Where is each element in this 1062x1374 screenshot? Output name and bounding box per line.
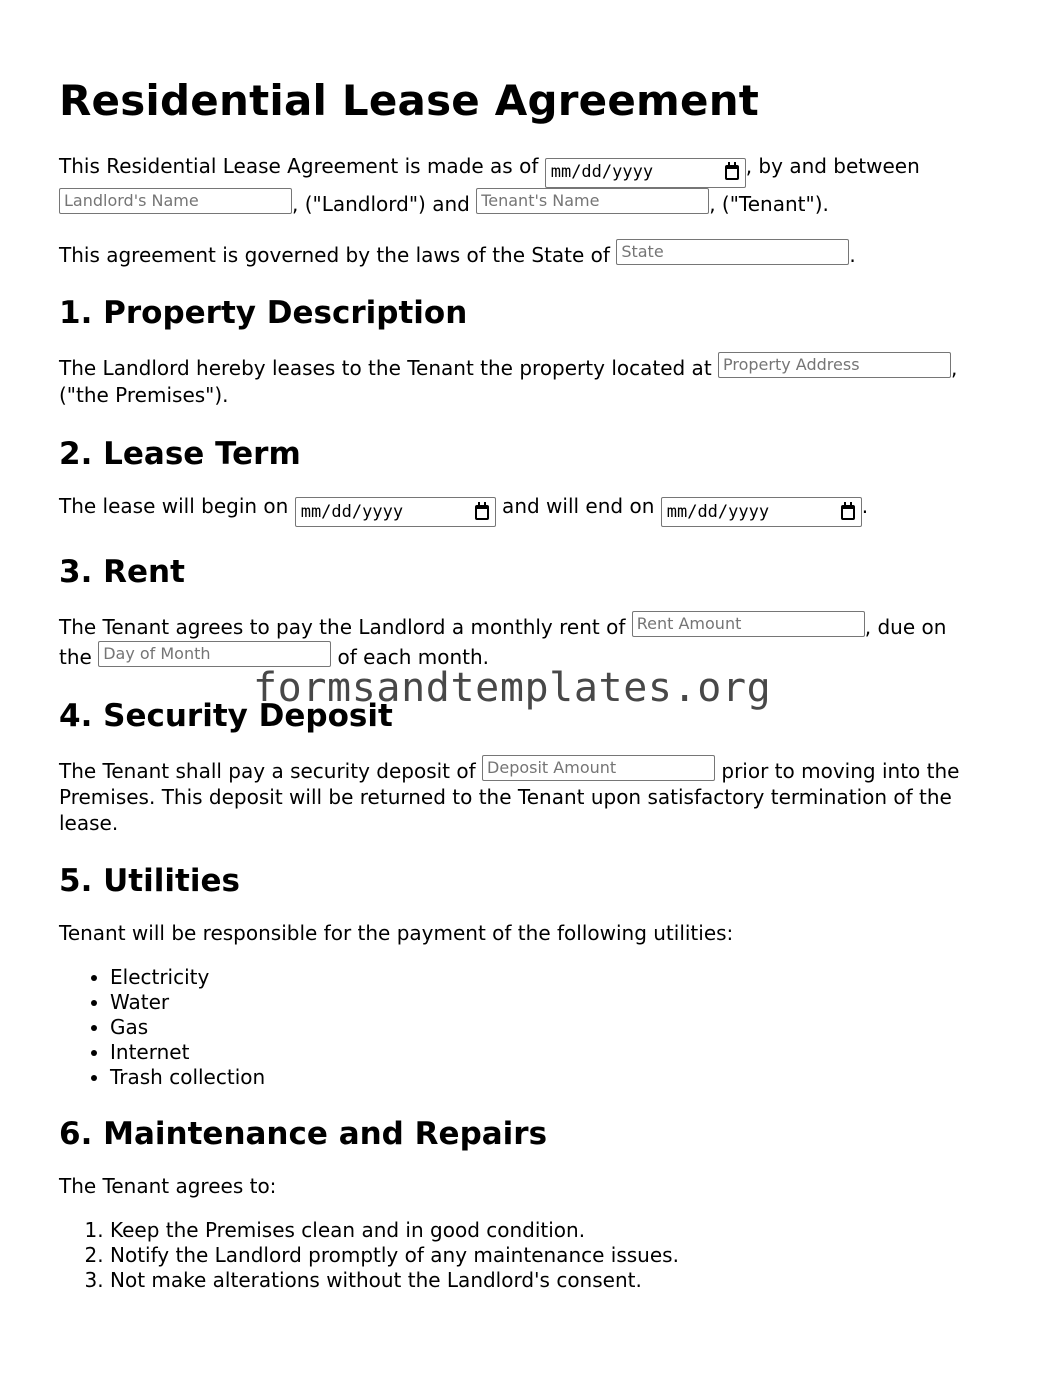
governing-text-1: This agreement is governed by the laws of the State of [59,242,617,267]
maintenance-list [59,1218,999,1293]
property-text-1: The Landlord hereby leases to the Tenant the property located at [59,355,719,380]
deposit-text-2: prior to moving into the Premises. This deposit will be returned to the Tenant upon satisfactory termination of the lease. [59,759,960,835]
calendar-icon[interactable] [475,505,489,520]
term-text-3: . [861,493,869,518]
governing-law-paragraph [59,239,999,269]
section-heading-term: 2. Lease Term [59,435,301,472]
deposit-amount-input[interactable]: Deposit Amount [482,755,715,781]
rent-paragraph [59,611,999,671]
section-heading-utilities: 5. Utilities [59,863,240,899]
list-item: • Water [110,990,999,1015]
intro-paragraph [59,153,999,218]
property-address-input[interactable]: Property Address [718,352,951,378]
list-item: 1. Keep the Premises clean and in good condition. [110,1218,999,1243]
intro-text-4: , ("Tenant"). [709,191,829,216]
lease-start-date-value: mm/dd/yyyy [300,501,404,522]
lease-start-date-input[interactable] [295,497,496,527]
lease-document [59,0,999,1293]
deposit-paragraph [59,755,999,836]
landlord-name-input[interactable]: Landlord's Name [59,188,292,214]
rent-text-1: The Tenant agrees to pay the Landlord a monthly rent of [59,615,632,639]
list-item: 2. Notify the Landlord promptly of any maintenance issues. [110,1243,999,1268]
term-text-2: and will end on [495,493,661,518]
rent-text-4: of each month. [331,645,490,669]
term-text-1: The lease will begin on [59,493,295,518]
deposit-text-1: The Tenant shall pay a security deposit of [59,759,483,783]
intro-text-1: This Residential Lease Agreement is made as of [59,154,545,178]
intro-text-2: , by and between [745,154,920,178]
utilities-paragraph: Tenant will be responsible for the payment of the following utilities: [59,921,734,945]
list-item: • Electricity [110,965,999,990]
lease-end-date-input[interactable] [661,497,862,527]
calendar-icon[interactable] [725,165,739,180]
agreement-date-input[interactable] [545,158,746,188]
intro-text-3: , ("Landlord") and [292,191,477,216]
section-heading-deposit: 4. Security Deposit [59,698,393,734]
rent-text-3: the [59,645,99,669]
list-item: • Internet [110,1040,999,1065]
rent-day-input[interactable]: Day of Month [98,641,331,667]
section-heading-property: 1. Property Description [59,294,468,331]
lease-end-date-value: mm/dd/yyyy [666,501,770,522]
section-heading-rent: 3. Rent [59,554,185,590]
page-title: Residential Lease Agreement [59,76,760,125]
tenant-name-input[interactable]: Tenant's Name [476,188,709,214]
property-paragraph [59,352,999,409]
list-item: • Gas [110,1015,999,1040]
utilities-list [59,965,999,1090]
state-input[interactable]: State [616,239,849,265]
maintenance-paragraph: The Tenant agrees to: [59,1174,277,1198]
agreement-date-value: mm/dd/yyyy [550,162,654,182]
rent-amount-input[interactable]: Rent Amount [632,611,865,637]
section-heading-maintenance: 6. Maintenance and Repairs [59,1116,548,1152]
property-text-2: , [951,355,958,380]
rent-text-2: , due on [864,615,947,639]
calendar-icon[interactable] [841,505,855,520]
term-paragraph [59,493,999,528]
watermark: formsandtemplates.org [253,665,772,711]
property-text-3: ("the Premises"). [59,382,229,407]
list-item: 3. Not make alterations without the Landlord's consent. [110,1268,999,1293]
list-item: • Trash collection [110,1065,999,1090]
governing-text-2: . [849,242,856,267]
